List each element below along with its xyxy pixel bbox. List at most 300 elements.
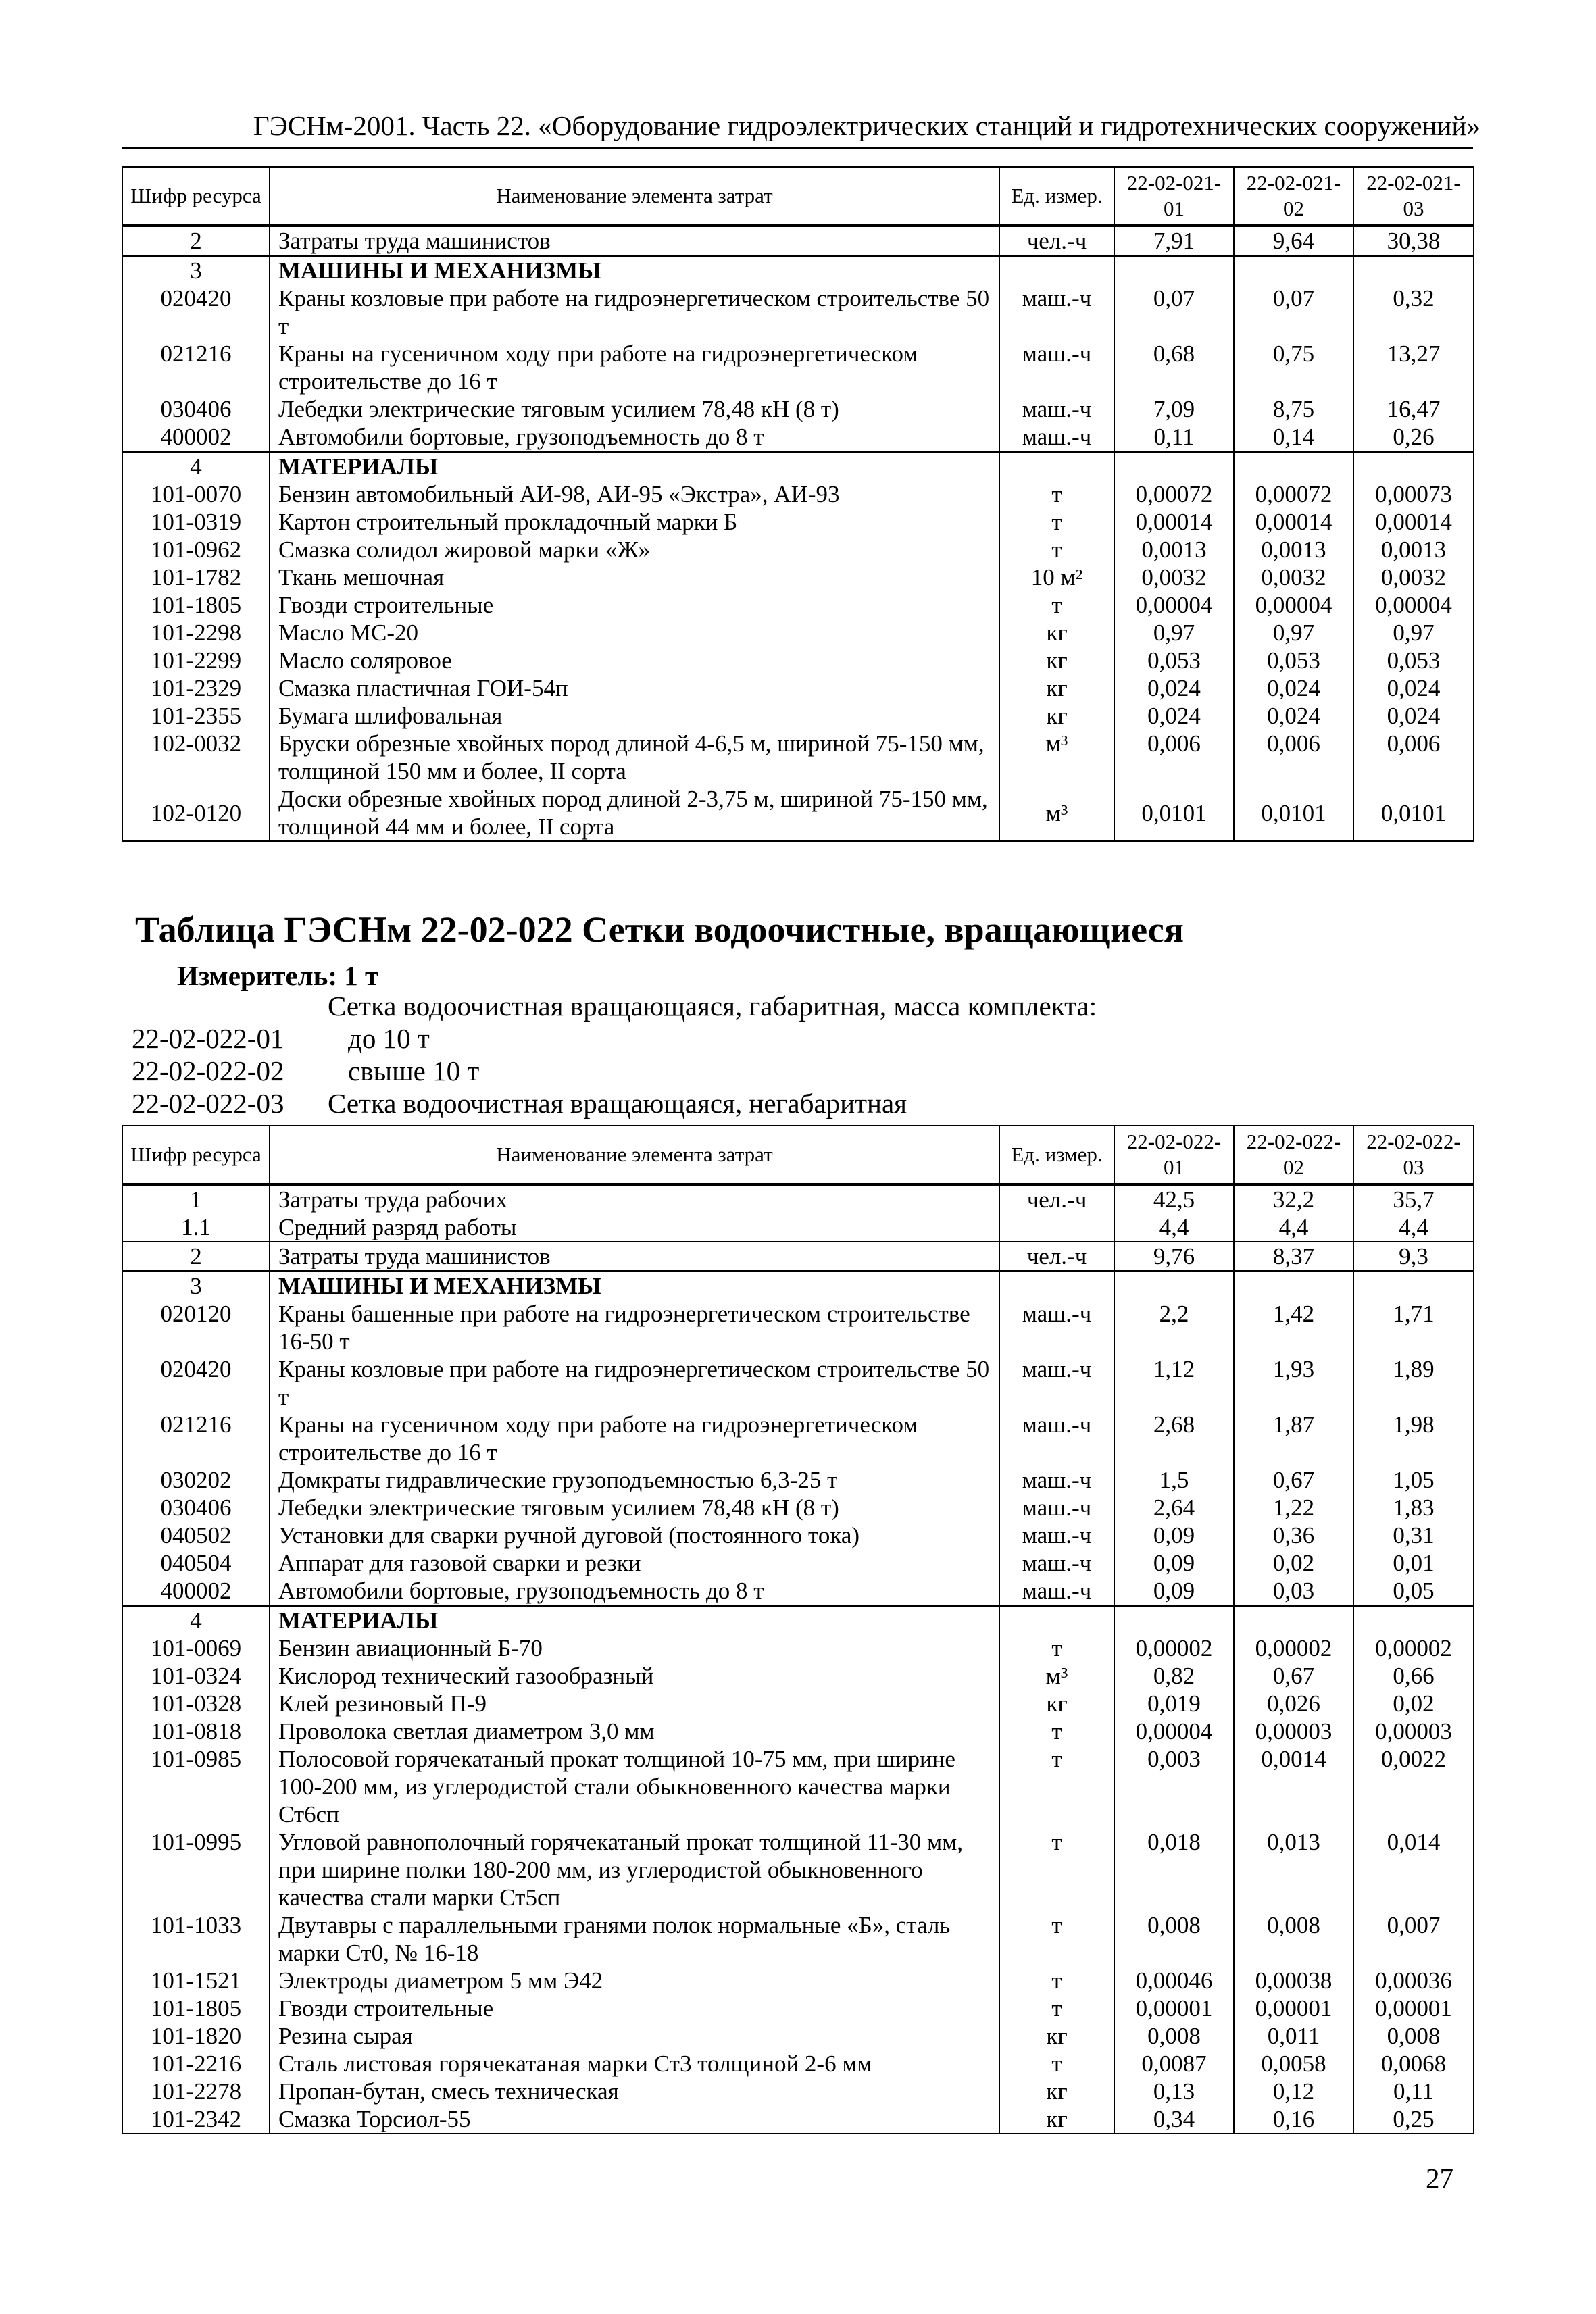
table-row [122,1911,1474,1967]
resource-code: 020420 [122,1355,270,1411]
resource-name: Гвозди строительные [270,1994,999,2022]
resource-name: Аппарат для газовой сварки и резки [270,1549,999,1577]
norm-value-1: 42,5 [1114,1184,1234,1213]
resource-name: Средний разряд работы [270,1213,999,1242]
table-row [122,1745,1474,1828]
resource-table-022 [122,1125,1474,2134]
norm-value-3: 0,31 [1353,1521,1474,1549]
norm-value-3: 0,024 [1353,674,1474,702]
norm-value-3: 0,0013 [1353,536,1474,563]
resource-code: 101-0069 [122,1634,270,1662]
table-row [122,423,1474,452]
col-header-variant-3: 22-02-021-03 [1353,167,1474,226]
resource-code: 102-0032 [122,730,270,785]
unit-of-measure: 10 м² [999,563,1114,591]
resource-code: 030406 [122,1494,270,1521]
norm-value-1: 0,13 [1114,2078,1234,2105]
resource-name: Краны на гусеничном ходу при работе на гидроэнергетическом строительстве до 16 т [270,1411,999,1466]
table-row [122,702,1474,730]
resource-code: 101-2278 [122,2078,270,2105]
table-row [122,395,1474,423]
col-header-variant-2: 22-02-021-02 [1234,167,1353,226]
norm-value-2: 32,2 [1234,1184,1353,1213]
resource-code: 101-1521 [122,1967,270,1994]
norm-value-2: 0,00001 [1234,1994,1353,2022]
norm-value-3: 0,11 [1353,2078,1474,2105]
norm-value-2: 0,008 [1234,1911,1353,1967]
unit-of-measure: т [999,1828,1114,1911]
unit-of-measure [999,256,1114,285]
resource-code: 4 [122,1606,270,1635]
norm-value-2: 0,00072 [1234,480,1353,508]
table-row [122,1184,1474,1213]
norm-value-3: 9,3 [1353,1242,1474,1272]
resource-name: МАТЕРИАЛЫ [270,452,999,481]
unit-of-measure: т [999,2050,1114,2078]
resource-name: Лебедки электрические тяговым усилием 78,48 кН (8 т) [270,1494,999,1521]
variant-code: 22-02-022-01 [132,1023,284,1054]
variant-text: до 10 т [348,1023,430,1054]
norm-value-1: 2,2 [1114,1300,1234,1355]
norm-value-2: 1,22 [1234,1494,1353,1521]
norm-value-2: 0,024 [1234,674,1353,702]
norm-value-3: 0,007 [1353,1911,1474,1967]
table-row [122,674,1474,702]
norm-value-2: 1,87 [1234,1411,1353,1466]
table-row [122,1994,1474,2022]
norm-value-3: 0,014 [1353,1828,1474,1911]
norm-value-2: 0,75 [1234,340,1353,395]
unit-of-measure [999,1272,1114,1301]
norm-value-2: 0,0013 [1234,536,1353,563]
unit-of-measure: т [999,1967,1114,1994]
norm-value-3 [1353,256,1474,285]
table-row [122,1634,1474,1662]
resource-code: 101-0962 [122,536,270,563]
resource-code: 101-1820 [122,2022,270,2050]
unit-of-measure: кг [999,619,1114,647]
table-title: Таблица ГЭСНм 22-02-022 Сетки водоочистные, вращающиеся [135,909,1184,950]
norm-value-2: 0,36 [1234,1521,1353,1549]
resource-code: 101-1805 [122,1994,270,2022]
resource-name: Доски обрезные хвойных пород длиной 2-3,75 м, шириной 75-150 мм, толщиной 44 мм и более, II сорта [270,785,999,841]
norm-value-2: 9,64 [1234,226,1353,256]
unit-of-measure: чел.-ч [999,1242,1114,1272]
resource-name: Смазка солидол жировой марки «Ж» [270,536,999,563]
norm-value-3: 0,00036 [1353,1967,1474,1994]
norm-value-1: 0,00004 [1114,1717,1234,1745]
norm-value-3: 0,05 [1353,1577,1474,1606]
table-row [122,1828,1474,1911]
resource-code: 101-1782 [122,563,270,591]
section-row [122,1272,1474,1301]
unit-of-measure: маш.-ч [999,340,1114,395]
norm-value-1 [1114,256,1234,285]
norm-value-3: 0,02 [1353,1690,1474,1717]
resource-code: 1 [122,1184,270,1213]
resource-code: 1.1 [122,1213,270,1242]
col-header-variant-2: 22-02-022-02 [1234,1126,1353,1184]
norm-value-2: 0,03 [1234,1577,1353,1606]
table-row [122,1521,1474,1549]
norm-value-1: 2,68 [1114,1411,1234,1466]
table-row [122,480,1474,508]
resource-name: МАТЕРИАЛЫ [270,1606,999,1635]
table-row [122,591,1474,619]
norm-value-1: 2,64 [1114,1494,1234,1521]
norm-value-3: 0,006 [1353,730,1474,785]
norm-value-2: 0,00038 [1234,1967,1353,1994]
resource-code: 101-2355 [122,702,270,730]
norm-value-1: 0,024 [1114,674,1234,702]
table-row [122,1355,1474,1411]
norm-value-2: 0,67 [1234,1662,1353,1690]
norm-value-1: 1,12 [1114,1355,1234,1411]
table-header [122,167,1474,226]
unit-of-measure: маш.-ч [999,1494,1114,1521]
resource-code: 101-0319 [122,508,270,536]
norm-value-2: 0,97 [1234,619,1353,647]
unit-of-measure: м³ [999,785,1114,841]
table-header [122,1126,1474,1184]
norm-value-2 [1234,1272,1353,1301]
resource-code: 040502 [122,1521,270,1549]
resource-name: Пропан-бутан, смесь техническая [270,2078,999,2105]
resource-name: Ткань мешочная [270,563,999,591]
table-row [122,1494,1474,1521]
table-row [122,1300,1474,1355]
table-row [122,2050,1474,2078]
norm-value-2: 1,42 [1234,1300,1353,1355]
resource-code: 040504 [122,1549,270,1577]
resource-name: Бензин авиационный Б-70 [270,1634,999,1662]
norm-value-1: 7,91 [1114,226,1234,256]
norm-value-3: 1,05 [1353,1466,1474,1494]
norm-value-3: 0,32 [1353,284,1474,340]
unit-of-measure [999,1213,1114,1242]
col-header-variant-1: 22-02-021-01 [1114,167,1234,226]
resource-name: Сталь листовая горячекатаная марки Ст3 толщиной 2-6 мм [270,2050,999,2078]
norm-value-3: 1,89 [1353,1355,1474,1411]
resource-name: Установки для сварки ручной дуговой (постоянного тока) [270,1521,999,1549]
norm-value-1: 0,07 [1114,284,1234,340]
table-row [122,1213,1474,1242]
norm-value-1: 0,97 [1114,619,1234,647]
norm-value-1: 0,00046 [1114,1967,1234,1994]
norm-value-2: 0,16 [1234,2105,1353,2134]
norm-value-2: 8,75 [1234,395,1353,423]
norm-value-1: 0,00072 [1114,480,1234,508]
norm-value-1: 0,0013 [1114,536,1234,563]
resource-code: 021216 [122,340,270,395]
norm-value-3: 0,00004 [1353,591,1474,619]
table-row [122,340,1474,395]
resource-name: Гвозди строительные [270,591,999,619]
variant-text: Сетка водоочистная вращающаяся, негабаритная [328,1088,907,1119]
norm-value-1: 0,68 [1114,340,1234,395]
norm-value-1: 0,11 [1114,423,1234,452]
unit-of-measure [999,452,1114,481]
norm-value-2: 0,0014 [1234,1745,1353,1828]
norm-value-2: 0,024 [1234,702,1353,730]
resource-code: 101-1033 [122,1911,270,1967]
norm-value-1: 0,00004 [1114,591,1234,619]
resource-code: 020420 [122,284,270,340]
resource-name: Клей резиновый П-9 [270,1690,999,1717]
resource-code: 101-0985 [122,1745,270,1828]
norm-value-2: 0,00003 [1234,1717,1353,1745]
norm-value-1: 0,0087 [1114,2050,1234,2078]
resource-name: Бензин автомобильный АИ-98, АИ-95 «Экстра», АИ-93 [270,480,999,508]
unit-of-measure: маш.-ч [999,1521,1114,1549]
resource-name: Затраты труда машинистов [270,1242,999,1272]
table-row [122,1967,1474,1994]
unit-of-measure: маш.-ч [999,423,1114,452]
resource-code: 3 [122,1272,270,1301]
norm-value-2: 0,053 [1234,647,1353,674]
unit-of-measure: м³ [999,1662,1114,1690]
table-row [122,1717,1474,1745]
table-row [122,508,1474,536]
norm-value-1: 0,006 [1114,730,1234,785]
unit-of-measure: т [999,591,1114,619]
norm-value-1: 0,09 [1114,1549,1234,1577]
norm-value-3: 0,0032 [1353,563,1474,591]
norm-value-1: 0,018 [1114,1828,1234,1911]
norm-value-3: 0,00003 [1353,1717,1474,1745]
norm-value-1: 0,0101 [1114,785,1234,841]
resource-code: 021216 [122,1411,270,1466]
resource-name: Бумага шлифовальная [270,702,999,730]
resource-code: 101-0070 [122,480,270,508]
running-header: ГЭСНм-2001. Часть 22. «Оборудование гидроэлектрических станций и гидротехнических сооружений» [253,110,1480,141]
resource-name: Двутавры с параллельными гранями полок нормальные «Б», сталь марки Ст0, № 16-18 [270,1911,999,1967]
variant-code: 22-02-022-02 [132,1055,284,1086]
norm-value-3: 0,00002 [1353,1634,1474,1662]
table-row [122,2022,1474,2050]
norm-value-3: 13,27 [1353,340,1474,395]
norm-value-3 [1353,1606,1474,1635]
norm-value-1: 0,053 [1114,647,1234,674]
variant-text: свыше 10 т [348,1055,480,1086]
col-header-variant-3: 22-02-022-03 [1353,1126,1474,1184]
resource-name: Масло МС-20 [270,619,999,647]
unit-of-measure: чел.-ч [999,1184,1114,1213]
norm-value-2: 1,93 [1234,1355,1353,1411]
unit-of-measure: т [999,480,1114,508]
norm-value-2: 0,0032 [1234,563,1353,591]
variant-text: Сетка водоочистная вращающаяся, габаритная, масса комплекта: [328,990,1097,1022]
unit-of-measure: кг [999,702,1114,730]
resource-code: 2 [122,226,270,256]
norm-value-2: 0,0058 [1234,2050,1353,2078]
resource-name: Краны козловые при работе на гидроэнергетическом строительстве 50 т [270,284,999,340]
resource-code: 400002 [122,423,270,452]
norm-value-3: 0,66 [1353,1662,1474,1690]
unit-of-measure [999,1606,1114,1635]
resource-name: Картон строительный прокладочный марки Б [270,508,999,536]
unit-of-measure: чел.-ч [999,226,1114,256]
unit-of-measure: т [999,1634,1114,1662]
norm-value-1: 0,003 [1114,1745,1234,1828]
unit-of-measure: маш.-ч [999,1355,1114,1411]
norm-value-2 [1234,452,1353,481]
norm-value-3: 0,00073 [1353,480,1474,508]
table-row [122,1242,1474,1272]
resource-name: Краны на гусеничном ходу при работе на гидроэнергетическом строительстве до 16 т [270,340,999,395]
section-row [122,256,1474,285]
norm-value-1 [1114,1272,1234,1301]
resource-code: 2 [122,1242,270,1272]
norm-value-2: 0,12 [1234,2078,1353,2105]
norm-value-1: 0,024 [1114,702,1234,730]
unit-of-measure: м³ [999,730,1114,785]
norm-value-3: 35,7 [1353,1184,1474,1213]
norm-value-2: 4,4 [1234,1213,1353,1242]
unit-of-measure: т [999,1717,1114,1745]
unit-of-measure: маш.-ч [999,1300,1114,1355]
table-row [122,226,1474,256]
unit-of-measure: т [999,1745,1114,1828]
resource-code: 101-0995 [122,1828,270,1911]
table-row [122,1662,1474,1690]
resource-code: 101-0324 [122,1662,270,1690]
resource-code: 101-2216 [122,2050,270,2078]
norm-value-3: 1,71 [1353,1300,1474,1355]
table-row [122,730,1474,785]
norm-value-3: 0,008 [1353,2022,1474,2050]
unit-of-measure: кг [999,1690,1114,1717]
resource-name: Лебедки электрические тяговым усилием 78,48 кН (8 т) [270,395,999,423]
norm-value-3: 0,00014 [1353,508,1474,536]
norm-value-3: 4,4 [1353,1213,1474,1242]
col-header-name: Наименование элемента затрат [270,167,999,226]
norm-value-1: 0,019 [1114,1690,1234,1717]
resource-name: Краны башенные при работе на гидроэнергетическом строительстве 16-50 т [270,1300,999,1355]
norm-value-3 [1353,452,1474,481]
table-row [122,1411,1474,1466]
col-header-unit: Ед. измер. [999,1126,1114,1184]
unit-of-measure: т [999,536,1114,563]
resource-code: 030202 [122,1466,270,1494]
norm-value-2: 8,37 [1234,1242,1353,1272]
norm-value-2: 0,013 [1234,1828,1353,1911]
section-row [122,452,1474,481]
norm-value-3: 0,00001 [1353,1994,1474,2022]
unit-of-measure: кг [999,674,1114,702]
table-row [122,1577,1474,1606]
unit-of-measure: маш.-ч [999,284,1114,340]
resource-name: Бруски обрезные хвойных пород длиной 4-6,5 м, шириной 75-150 мм, толщиной 150 мм и более, II сорта [270,730,999,785]
norm-value-1: 0,00001 [1114,1994,1234,2022]
resource-name: Полосовой горячекатаный прокат толщиной 10-75 мм, при ширине 100-200 мм, из углеродистой стали обыкновенного качества марки Ст6сп [270,1745,999,1828]
resource-code: 101-1805 [122,591,270,619]
norm-value-2: 0,14 [1234,423,1353,452]
unit-of-measure: т [999,1911,1114,1967]
norm-value-3: 0,26 [1353,423,1474,452]
norm-value-3: 0,25 [1353,2105,1474,2134]
resource-code: 101-2299 [122,647,270,674]
table-row [122,2078,1474,2105]
table-row [122,785,1474,841]
norm-value-2: 0,07 [1234,284,1353,340]
table-row [122,619,1474,647]
resource-name: МАШИНЫ И МЕХАНИЗМЫ [270,256,999,285]
resource-code: 101-2298 [122,619,270,647]
norm-value-2: 0,00002 [1234,1634,1353,1662]
resource-code: 101-0328 [122,1690,270,1717]
norm-value-1 [1114,1606,1234,1635]
norm-value-3: 0,053 [1353,647,1474,674]
norm-value-3: 0,97 [1353,619,1474,647]
norm-value-1: 0,00014 [1114,508,1234,536]
resource-code: 030406 [122,395,270,423]
unit-of-measure: маш.-ч [999,1466,1114,1494]
norm-value-1: 0,008 [1114,1911,1234,1967]
norm-value-3: 0,01 [1353,1549,1474,1577]
norm-value-3: 1,83 [1353,1494,1474,1521]
unit-of-measure: маш.-ч [999,1411,1114,1466]
resource-name: Угловой равнополочный горячекатаный прокат толщиной 11-30 мм, при ширине полки 180-200 мм, из углеродистой обыкновенного качества стали марки Ст5сп [270,1828,999,1911]
norm-value-1: 0,0032 [1114,563,1234,591]
measure-unit: Измеритель: 1 т [177,960,379,991]
norm-value-1: 0,34 [1114,2105,1234,2134]
table-row [122,284,1474,340]
unit-of-measure: маш.-ч [999,395,1114,423]
table-row [122,563,1474,591]
resource-code: 101-0818 [122,1717,270,1745]
resource-name: Домкраты гидравлические грузоподъемностью 6,3-25 т [270,1466,999,1494]
norm-value-2: 0,011 [1234,2022,1353,2050]
resource-code: 101-2342 [122,2105,270,2134]
resource-name: Смазка Торсиол-55 [270,2105,999,2134]
norm-value-2: 0,02 [1234,1549,1353,1577]
norm-value-1: 0,82 [1114,1662,1234,1690]
variant-code: 22-02-022-03 [132,1088,284,1119]
norm-value-2: 0,0101 [1234,785,1353,841]
norm-value-3 [1353,1272,1474,1301]
unit-of-measure: т [999,508,1114,536]
norm-value-3: 0,0101 [1353,785,1474,841]
norm-value-3: 0,024 [1353,702,1474,730]
col-header-code: Шифр ресурса [122,1126,270,1184]
unit-of-measure: кг [999,2105,1114,2134]
norm-value-2: 0,026 [1234,1690,1353,1717]
norm-value-3: 0,0068 [1353,2050,1474,2078]
norm-value-3: 16,47 [1353,395,1474,423]
norm-value-1: 0,008 [1114,2022,1234,2050]
resource-table-021 [122,166,1474,842]
col-header-name: Наименование элемента затрат [270,1126,999,1184]
col-header-variant-1: 22-02-022-01 [1114,1126,1234,1184]
resource-name: МАШИНЫ И МЕХАНИЗМЫ [270,1272,999,1301]
norm-value-2: 0,006 [1234,730,1353,785]
resource-name: Затраты труда рабочих [270,1184,999,1213]
norm-value-1: 9,76 [1114,1242,1234,1272]
header-rule [122,147,1473,149]
resource-code: 102-0120 [122,785,270,841]
unit-of-measure: кг [999,2078,1114,2105]
norm-value-1: 0,09 [1114,1521,1234,1549]
resource-name: Смазка пластичная ГОИ-54п [270,674,999,702]
unit-of-measure: маш.-ч [999,1549,1114,1577]
resource-name: Масло соляровое [270,647,999,674]
col-header-unit: Ед. измер. [999,167,1114,226]
norm-value-3: 1,98 [1353,1411,1474,1466]
resource-code: 4 [122,452,270,481]
unit-of-measure: кг [999,2022,1114,2050]
resource-name: Резина сырая [270,2022,999,2050]
